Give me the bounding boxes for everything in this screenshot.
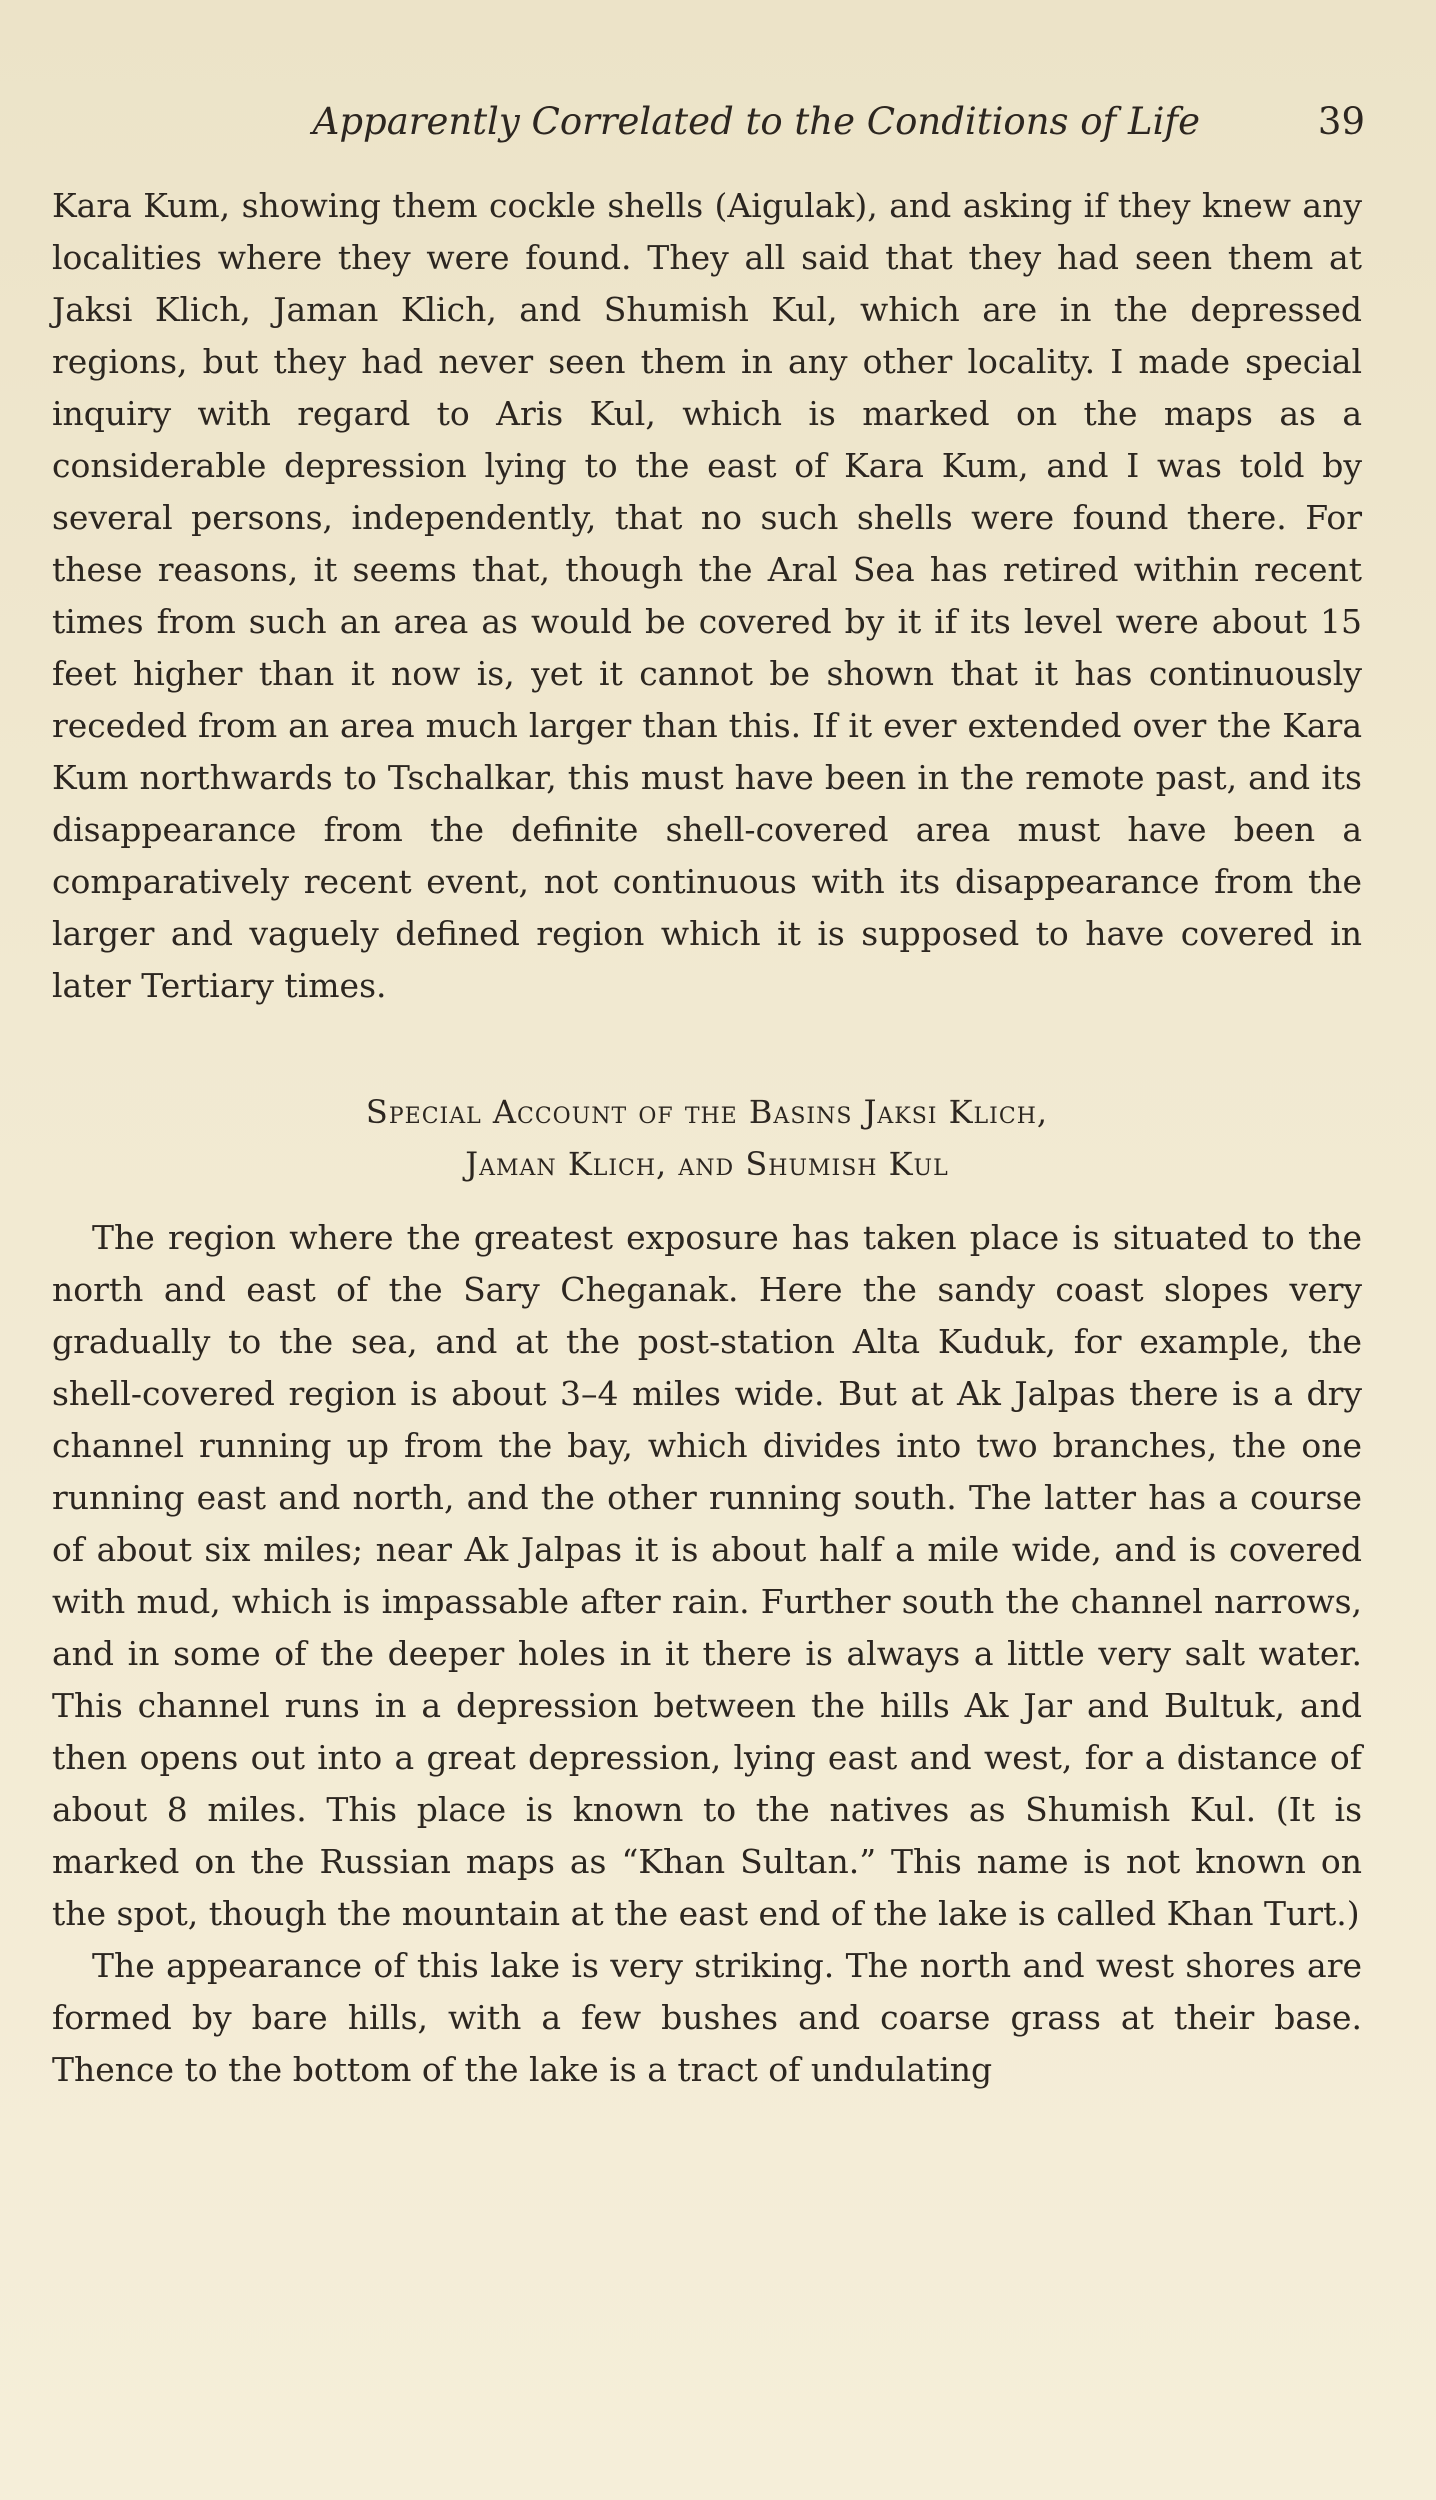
body-text xyxy=(52,180,1362,2096)
paragraph: The appearance of this lake is very striking. The north and west shores are formed by bare hills, with a few bushes and coarse grass at their base. Thence to the bottom of the lake is a tract of undulating xyxy=(52,1946,1362,2089)
section-heading-line-1: Special Account of the Basins Jaksi Klich, xyxy=(365,1093,1049,1131)
page-number: 39 xyxy=(1317,100,1365,143)
paragraph: The region where the greatest exposure has taken place is situated to the north and east of the Sary Cheganak. Here the sandy coast slopes very gradually to the sea, and at the post-station Alta Kuduk, for example, the shell-covered region is about 3–4 miles wide. But at Ak Jalpas there is a dry channel running up from the bay, which divides into two branches, the one running east and north, and the other running south. The latter has a course of about six miles; near Ak Jalpas it is about half a mile wide, and is covered with mud, which is impassable after rain. Further south the channel narrows, and in some of the deeper holes in it there is always a little very salt water. This channel runs in a depression between the hills Ak Jar and Bultuk, and then opens out into a great depression, lying east and west, for a distance of about 8 miles. This place is known to the natives as Shumish Kul. (It is marked on the Russian maps as “Khan Sultan.” This name is not known on the spot, though the mountain at the east end of the lake is called Khan Turt.) xyxy=(52,1218,1362,1933)
section-heading-line-2: Jaman Klich, and Shumish Kul xyxy=(465,1145,949,1183)
section-heading xyxy=(52,1086,1362,1190)
running-header xyxy=(190,92,1365,152)
running-title: Apparently Correlated to the Conditions of Life xyxy=(312,100,1200,143)
paragraph-continued: Kara Kum, showing them cockle shells (Aigulak), and asking if they knew any localities where they were found. They all said that they had seen them at Jaksi Klich, Jaman Klich, and Shumish Kul, which are in the depressed regions, but they had never seen them in any other locality. I made special inquiry with regard to Aris Kul, which is marked on the maps as a considerable depression lying to the east of Kara Kum, and I was told by several persons, independently, that no such shells were found there. For these reasons, it seems that, though the Aral Sea has retired within recent times from such an area as would be covered by it if its level were about 15 feet higher than it now is, yet it cannot be shown that it has continuously receded from an area much larger than this. If it ever extended over the Kara Kum northwards to Tschalkar, this must have been in the remote past, and its disappearance from the definite shell-covered area must have been a comparatively recent event, not continuous with its disappearance from the larger and vaguely defined region which it is supposed to have covered in later Tertiary times. xyxy=(52,186,1362,1005)
